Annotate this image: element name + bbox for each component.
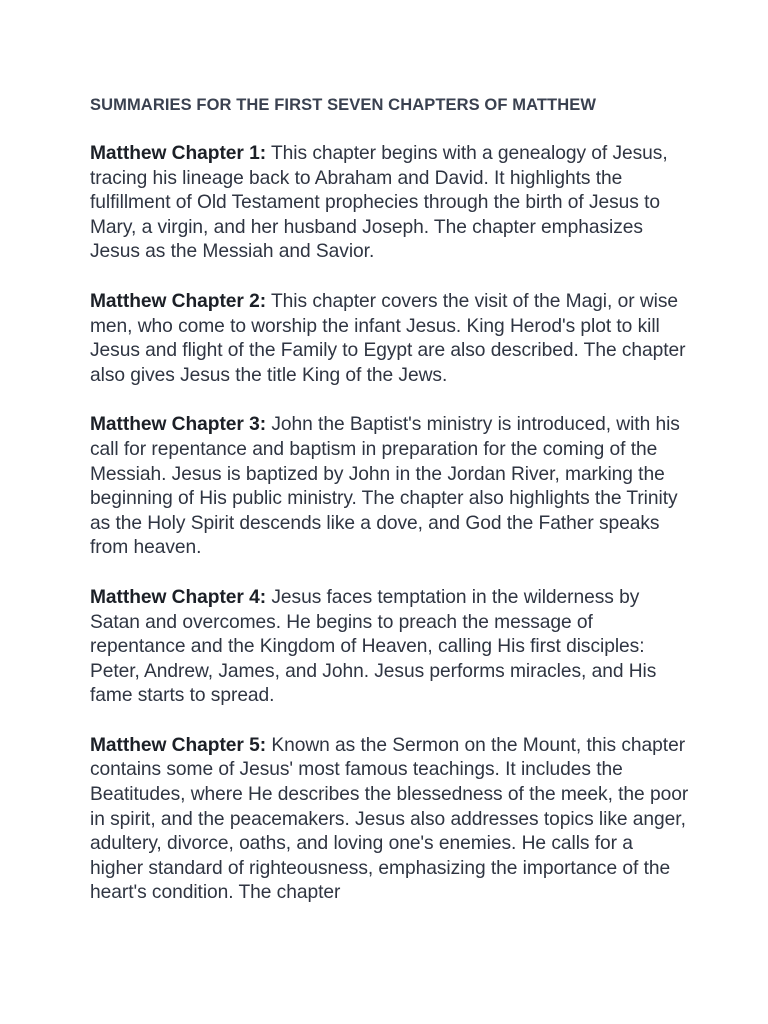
chapter-2-label: Matthew Chapter 2: [90,290,267,312]
chapter-5-summary [90,734,690,906]
document-page [90,93,690,931]
chapter-2-summary [90,290,690,388]
chapter-5-label: Matthew Chapter 5: [90,734,267,756]
chapter-3-label: Matthew Chapter 3: [90,414,267,436]
chapter-3-text: John the Baptist's ministry is introduced, with his call for repentance and baptism in preparation for the coming of the Messiah. Jesus is baptized by John in the Jordan River, marking the beginning of His public ministry. The chapter also highlights the Trinity as the Holy Spirit descends like a dove, and God the Father speaks from heaven. [90,414,680,559]
chapter-4-text: Jesus faces temptation in the wilderness by Satan and overcomes. He begins to preach the message of repentance and the Kingdom of Heaven, calling His first disciples: Peter, Andrew, James, and John. Jesus performs miracles, and His fame starts to spread. [90,586,657,707]
chapter-4-label: Matthew Chapter 4: [90,586,267,608]
chapter-1-text: This chapter begins with a genealogy of Jesus, tracing his lineage back to Abraham and David. It highlights the fulfillment of Old Testament prophecies through the birth of Jesus to Mary, a virgin, and her husband Joseph. The chapter emphasizes Jesus as the Messiah and Savior. [90,143,668,263]
document-title: SUMMARIES FOR THE FIRST SEVEN CHAPTERS OF MATTHEW [90,96,597,114]
chapter-2-text: This chapter covers the visit of the Magi, or wise men, who come to worship the infant Jesus. King Herod's plot to kill Jesus and flight of the Family to Egypt are also described. The chapter also gives Jesus the title King of the Jews. [90,290,686,386]
chapter-4-summary [90,586,690,709]
chapter-1-summary [90,142,690,265]
chapter-1-label: Matthew Chapter 1: [90,143,267,164]
chapter-5-text: Known as the Sermon on the Mount, this chapter contains some of Jesus' most famous teachings. It includes the Beatitudes, where He describes the blessedness of the meek, the poor in spirit, and the peacemakers. Jesus also addresses topics like anger, adultery, divorce, oaths, and loving one's enemies. He calls for a higher standard of righteousness, emphasizing the importance of the heart's condition. The chapter [90,734,689,904]
chapter-3-summary [90,413,690,561]
